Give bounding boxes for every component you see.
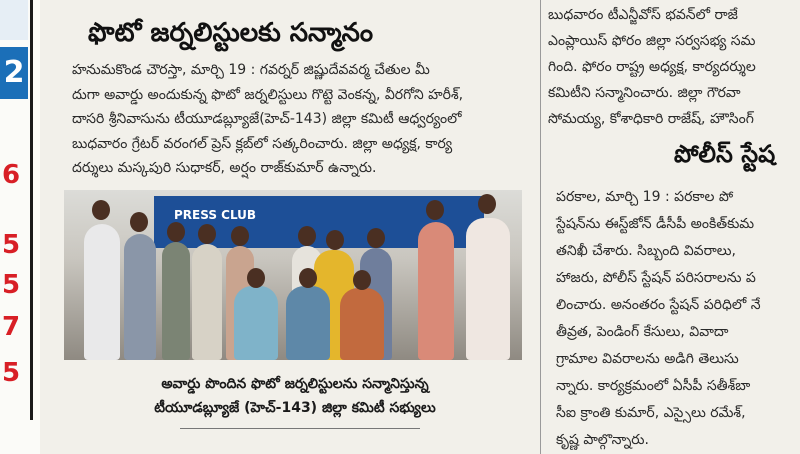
- article-line: హనుమకొండ చౌరస్తా, మార్చి 19 : గవర్నర్ జిష్ణుదేవవర్మ చేతుల మీ: [72, 62, 430, 78]
- right-body-line: స్టేషన్‌ను ఈస్ట్‌జోన్ డీసీపీ అంకిత్‌కుమ: [556, 216, 755, 232]
- article-line: బుధవారం గ్రేటర్ వరంగల్ ప్రెస్ క్లబ్‌లో సత్కరించారు. జిల్లా అధ్యక్ష, కార్య: [72, 135, 453, 152]
- person-head: [478, 194, 496, 214]
- person-head: [198, 224, 216, 244]
- person-head: [326, 230, 344, 250]
- right-body-line: హాజరు, పోలీస్ స్టేషన్ పరిసరాలను ప: [556, 270, 756, 286]
- person-figure: [162, 242, 190, 360]
- right-top-line: ఎంప్లాయిస్ ఫోరం జిల్లా సర్వసభ్య సమ: [548, 33, 756, 49]
- seated-person: [234, 286, 278, 360]
- article-line: దుగా అవార్డు అందుకున్న ఫొటో జర్నలిస్టులు గొట్టె వెంకన్న, వీరగోని హరీశ్,: [72, 86, 464, 103]
- seated-person: [286, 286, 330, 360]
- person-head: [247, 268, 265, 288]
- right-body-line: పరకాల, మార్చి 19 : పరకాల పో: [556, 189, 734, 205]
- person-head: [299, 268, 317, 288]
- person-figure: [192, 244, 222, 360]
- photo-caption: [100, 372, 490, 420]
- article-headline: ఫొటో జర్నలిస్టులకు సన్మానం: [88, 18, 374, 48]
- person-head: [92, 200, 110, 220]
- right-top-line: గింది. ఫోరం రాష్ట్ర అధ్యక్ష, కార్యదర్శుల: [548, 59, 756, 75]
- banner-label: PRESS CLUB: [174, 208, 257, 222]
- column-divider: [540, 0, 541, 454]
- caption-underline: [180, 428, 420, 429]
- caption-line: అవార్డు పొందిన ఫొటో జర్నలిస్టులను సన్మానిస్తున్న: [161, 376, 429, 392]
- right-body-line: గ్రామాల వివరాలను అడిగి తెలుసు: [556, 351, 739, 367]
- article-line: దర్శులు మస్కపురి సుధాకర్, అర్షం రాజ్‌కుమార్ ఉన్నారు.: [72, 160, 377, 176]
- article-line: దాసరి శ్రీనివాసును టీయూడబ్ల్యూజే(హెచ్-143) జిల్లా కమిటీ ఆధ్వర్యంలో: [72, 111, 462, 127]
- right-body-line: సీఐ క్రాంతి కుమార్, ఎస్సైలు రమేశ్,: [556, 405, 746, 421]
- person-figure: [124, 234, 156, 360]
- person-figure: [466, 218, 510, 360]
- right-article-body: [556, 184, 800, 454]
- seated-person: [340, 288, 384, 360]
- right-top-article: [548, 2, 800, 132]
- left-page-edge: [0, 0, 40, 454]
- left-header-block: [0, 0, 28, 40]
- person-figure: [84, 224, 120, 360]
- left-numeral-5: 5: [2, 358, 21, 388]
- left-numeral-4: 7: [2, 312, 21, 342]
- person-head: [367, 228, 385, 248]
- right-headline: పోలీస్ స్టేష: [674, 140, 776, 168]
- person-head: [167, 222, 185, 242]
- right-body-line: లించారు. అనంతరం స్టేషన్ పరిధిలో నే: [556, 297, 761, 313]
- right-top-line: బుధవారం టీఎన్జీవోస్ భవన్‌లో రాజే: [548, 7, 738, 23]
- person-head: [353, 270, 371, 290]
- person-head: [426, 200, 444, 220]
- article-body: [72, 58, 528, 181]
- left-number-box: 2: [0, 47, 28, 99]
- left-border-rule: [30, 0, 33, 420]
- left-numeral-3: 5: [2, 270, 21, 300]
- person-figure: [418, 222, 454, 360]
- caption-line: టీయూడబ్ల్యూజే (హెచ్-143) జిల్లా కమిటీ సభ్యులు: [154, 400, 436, 416]
- right-column: [548, 0, 800, 454]
- right-body-line: కృష్ణ పాల్గొన్నారు.: [556, 432, 649, 448]
- person-head: [231, 226, 249, 246]
- left-numeral-2: 5: [2, 230, 21, 260]
- left-numeral-1: 6: [2, 160, 21, 190]
- right-body-line: తీవ్రత, పెండింగ్ కేసులు, వివాదా: [556, 324, 729, 340]
- person-head: [130, 212, 148, 232]
- news-photo: [64, 190, 522, 360]
- right-body-line: తనిఖీ చేశారు. సిబ్బంది వివరాలు,: [556, 243, 736, 259]
- right-body-line: న్నారు. కార్యక్రమంలో ఏసీపీ సతీశ్‌బా: [556, 378, 751, 394]
- person-head: [298, 226, 316, 246]
- right-top-line: సోమయ్య, కోశాధికారి రాజేష్, హౌసింగ్: [548, 111, 754, 127]
- right-top-line: కమిటీని సన్మానించారు. జిల్లా గౌరవా: [548, 85, 741, 101]
